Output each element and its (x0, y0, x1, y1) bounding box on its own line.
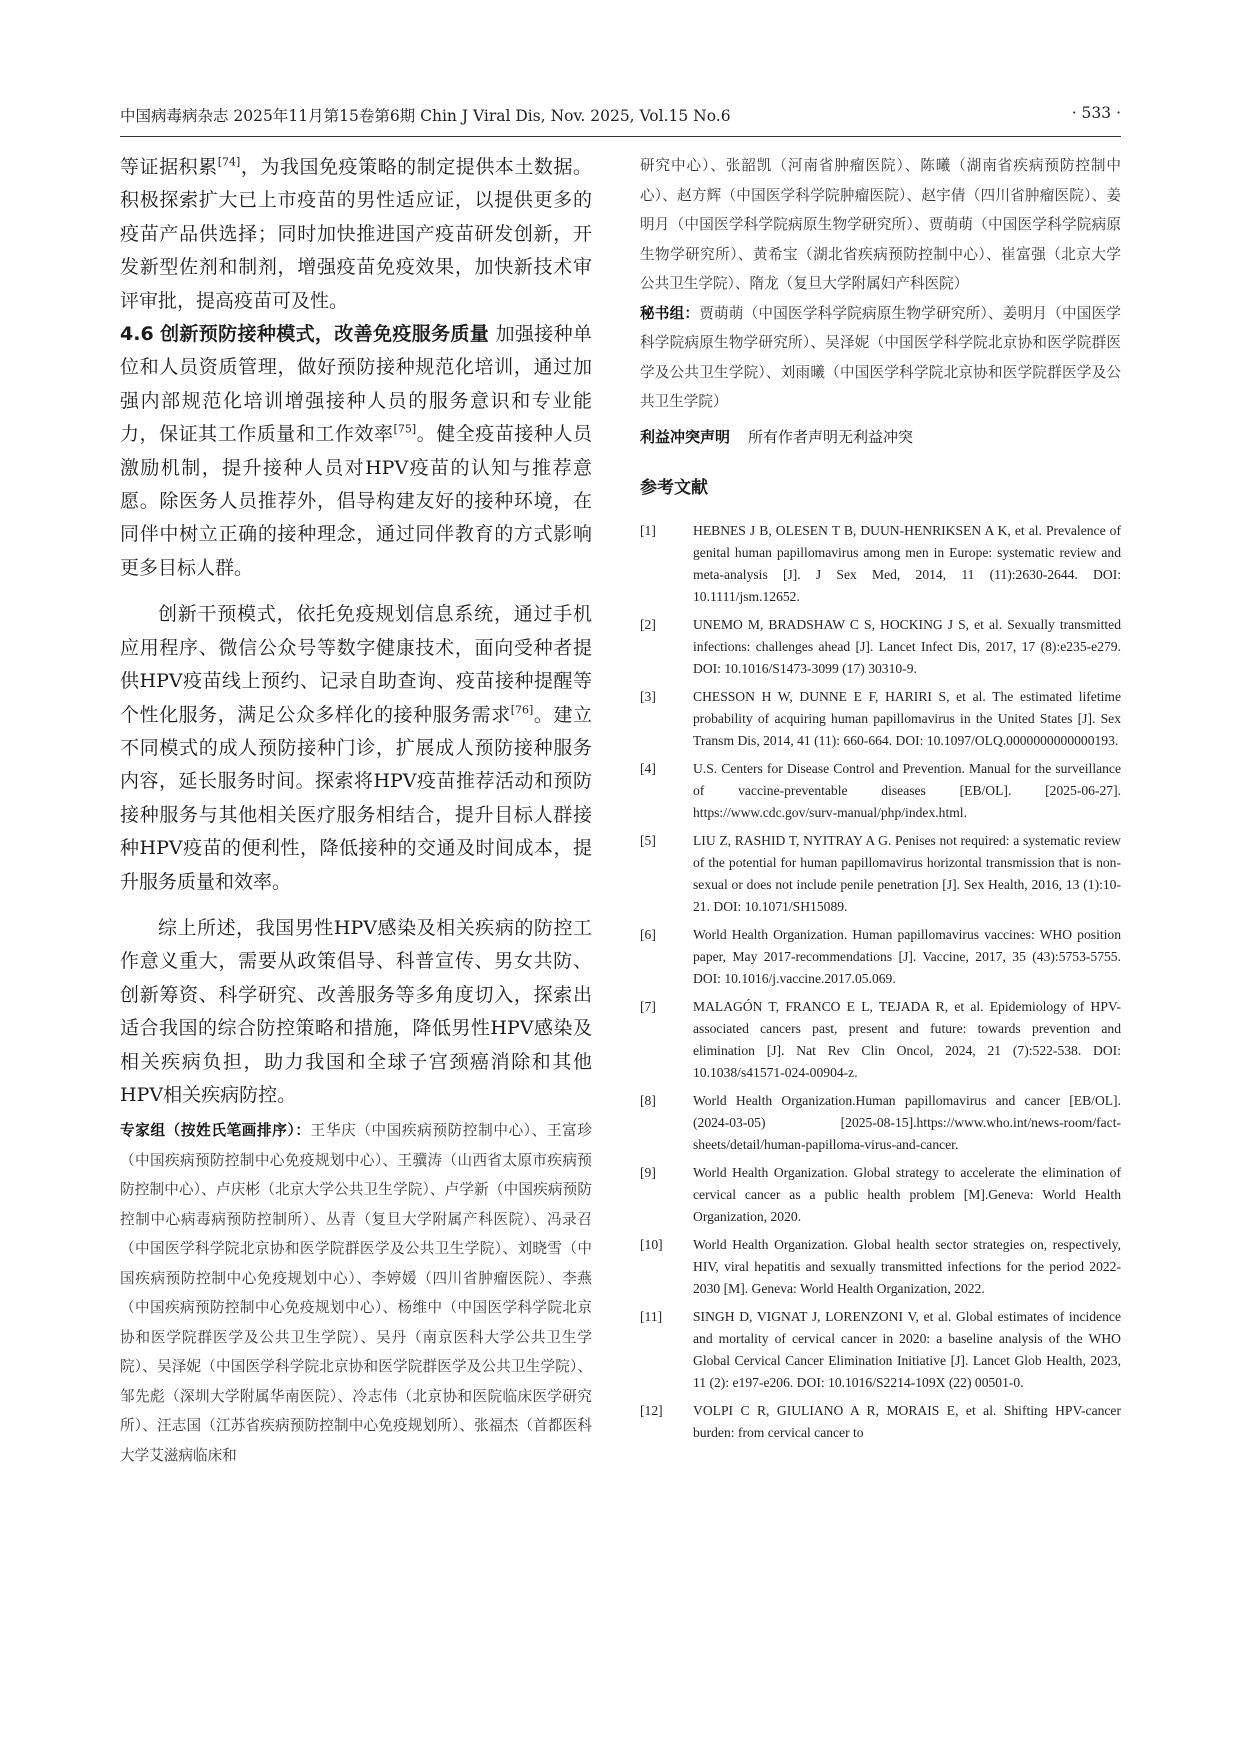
section-number: 4.6 (120, 323, 154, 346)
section-4-6-paragraph (120, 318, 592, 585)
section-title: 创新预防接种模式，改善免疫服务质量 (160, 323, 490, 346)
reference-text: CHESSON H W, DUNNE E F, HARIRI S, et al. The estimated lifetime probability of acquiring human papillomavirus in the United States [J]. Sex Transm Dis, 2014, 41 (11): 660-664. DOI: 10.1097/OLQ.0000000000000193. (693, 688, 1121, 748)
page-number: · 533 · (1071, 104, 1121, 122)
citation-74: [74] (217, 155, 241, 169)
reference-text: VOLPI C R, GIULIANO A R, MORAIS E, et al. Shifting HPV-cancer burden: from cervical cancer to (693, 1402, 1121, 1440)
expert-group (120, 1116, 592, 1470)
reference-text: LIU Z, RASHID T, NYITRAY A G. Penises not required: a systematic review of the potential for human papillomavirus horizontal transmission that is non-sexual or does not include penile penetration [J]. Sex Health, 2016, 13 (1):10-21. DOI: 10.1071/SH15089. (693, 832, 1121, 914)
reference-text: UNEMO M, BRADSHAW C S, HOCKING J S, et al. Sexually transmitted infections: challenges ahead [J]. Lancet Infect Dis, 2017, 17 (8):e235-e279. DOI: 10.1016/S1473-3099 (17) 30310-9. (693, 616, 1121, 676)
secretary-group-list: 贾萌萌（中国医学科学院病原生物学研究所）、姜明月（中国医学科学院病原生物学研究所）、吴泽妮（中国医学科学院北京协和医学院群医学及公共卫生学院）、刘雨曦（中国医学科学院北京协和医学院群医学及公共卫生学院） (640, 304, 1121, 410)
reference-text: World Health Organization. Global strategy to accelerate the elimination of cervical cancer as a public health problem [M].Geneva: World Health Organization, 2020. (693, 1164, 1121, 1224)
conflict-of-interest-label: 利益冲突声明 (640, 427, 731, 446)
reference-item (640, 758, 1121, 824)
reference-item (640, 1400, 1121, 1444)
reference-text: HEBNES J B, OLESEN T B, DUUN-HENRIKSEN A K, et al. Prevalence of genital human papillomavirus among men in Europe: systematic review and meta-analysis [J]. J Sex Med, 2014, 11 (11):2630-2644. DOI: 10.1111/jsm.12652. (693, 522, 1121, 604)
reference-text: SINGH D, VIGNAT J, LORENZONI V, et al. Global estimates of incidence and mortality of cervical cancer in 2020: a baseline analysis of the WHO Global Cervical Cancer Elimination Initiative [J]. Lancet Glob Health, 2023, 11 (2): e197-e206. DOI: 10.1016/S2214-109X (22) 00501-0. (693, 1308, 1121, 1390)
references-heading: 参考文献 (640, 477, 708, 498)
paragraph-evidence (120, 151, 592, 318)
reference-number: [1] (640, 522, 656, 538)
citation-75: [75] (393, 422, 417, 436)
text-run: 创新干预模式，依托免疫规划信息系统，通过手机应用程序、微信公众号等数字健康技术，面向受种者提供HPV疫苗线上预约、记录自助查询、疫苗接种提醒等个性化服务，满足公众多样化的接种服务需求 (120, 603, 592, 726)
paragraph-intervention (120, 598, 592, 899)
right-column (640, 151, 1121, 1450)
reference-number: [12] (640, 1402, 663, 1418)
text-run: ，为我国免疫策略的制定提供本土数据。积极探索扩大已上市疫苗的男性适应证，以提供更多的疫苗产品供选择；同时加快推进国产疫苗研发创新，开发新型佐剂和制剂，增强疫苗免疫效果，加快新技术审评审批，提高疫苗可及性。 (120, 156, 592, 312)
reference-item (640, 830, 1121, 918)
reference-item (640, 1306, 1121, 1394)
text-run: 等证据积累 (120, 156, 218, 178)
reference-number: [11] (640, 1308, 663, 1324)
left-column (120, 151, 592, 1470)
reference-number: [8] (640, 1092, 656, 1108)
reference-text: MALAGÓN T, FRANCO E L, TEJADA R, et al. Epidemiology of HPV-associated cancers past, present and future: towards prevention and elimination [J]. Nat Rev Clin Oncol, 2024, 21 (7):522-538. DOI: 10.1038/s41571-024-00904-z. (693, 998, 1121, 1080)
reference-text: World Health Organization.Human papillomavirus and cancer [EB/OL]. (2024-03-05) [2025-08-15].https://www.who.int/news-room/fact-sheets/detail/human-papilloma-virus-and-cancer. (693, 1092, 1121, 1152)
paragraph-conclusion: 综上所述，我国男性HPV感染及相关疾病的防控工作意义重大，需要从政策倡导、科普宣传、男女共防、创新筹资、科学研究、改善服务等多角度切入，探索出适合我国的综合防控策略和措施，降低男性HPV感染及相关疾病负担，助力我国和全球子宫颈癌消除和其他HPV相关疾病防控。 (120, 916, 592, 1106)
reference-text: World Health Organization. Global health sector strategies on, respectively, HIV, viral hepatitis and sexually transmitted infections for the period 2022-2030 [M]. Geneva: World Health Organization, 2022. (693, 1236, 1121, 1296)
reference-number: [9] (640, 1164, 656, 1180)
reference-item (640, 996, 1121, 1084)
expert-group-list: 王华庆（中国疾病预防控制中心）、王富珍（中国疾病预防控制中心免疫规划中心）、王骥涛（山西省太原市疾病预防控制中心）、卢庆彬（北京大学公共卫生学院）、卢学新（中国疾病预防控制中心病毒病预防控制所）、丛青（复旦大学附属产科医院）、冯录召（中国医学科学院北京协和医学院群医学及公共卫生学院）、刘晓雪（中国疾病预防控制中心免疫规划中心）、李婷媛（四川省肿瘤医院）、李燕（中国疾病预防控制中心免疫规划中心）、杨维中（中国医学科学院北京协和医学院群医学及公共卫生学院）、吴丹（南京医科大学公共卫生学院）、吴泽妮（中国医学科学院北京协和医学院群医学及公共卫生学院）、邹先彪（深圳大学附属华南医院）、冷志伟（北京协和医院临床医学研究所）、汪志国（江苏省疾病预防控制中心免疫规划所）、张福杰（首都医科大学艾滋病临床和 (120, 1122, 593, 1464)
text-run: 。健全疫苗接种人员激励机制，提升接种人员对HPV疫苗的认知与推荐意愿。除医务人员推荐外，倡导构建友好的接种环境，在同伴中树立正确的接种理念，通过同伴教育的方式影响更多目标人群。 (120, 423, 592, 579)
secretary-group-label: 秘书组： (640, 304, 700, 322)
reference-text: World Health Organization. Human papillomavirus vaccines: WHO position paper, May 2017-recommendations [J]. Vaccine, 2017, 35 (43):5753-5755. DOI: 10.1016/j.vaccine.2017.05.069. (693, 926, 1121, 986)
reference-item (640, 1234, 1121, 1300)
secretary-group (640, 299, 1121, 417)
journal-citation: 中国病毒病杂志 2025年11月第15卷第6期 Chin J Viral Dis, Nov. 2025, Vol.15 No.6 (120, 107, 731, 125)
reference-item (640, 1162, 1121, 1228)
expert-group-continued: 研究中心）、张韶凯（河南省肿瘤医院）、陈曦（湖南省疾病预防控制中心）、赵方辉（中国医学科学院肿瘤医院）、赵宇倩（四川省肿瘤医院）、姜明月（中国医学科学院病原生物学研究所）、贾萌萌（中国医学科学院病原生物学研究所）、黄希宝（湖北省疾病预防控制中心）、崔富强（北京大学公共卫生学院）、隋龙（复旦大学附属妇产科医院） (640, 157, 1121, 292)
reference-number: [7] (640, 998, 656, 1014)
reference-number: [10] (640, 1236, 663, 1252)
reference-number: [4] (640, 760, 656, 776)
reference-item (640, 614, 1121, 680)
conflict-of-interest-text: 所有作者声明无利益冲突 (748, 427, 914, 446)
reference-number: [5] (640, 832, 656, 848)
reference-text: U.S. Centers for Disease Control and Prevention. Manual for the surveillance of vaccine-preventable diseases [EB/OL]. [2025-06-27]. https://www.cdc.gov/surv-manual/php/index.html. (693, 760, 1121, 820)
reference-item (640, 520, 1121, 608)
reference-number: [2] (640, 616, 656, 632)
reference-item (640, 686, 1121, 752)
running-header (120, 104, 1121, 130)
text-run: 。建立不同模式的成人预防接种门诊，扩展成人预防接种服务内容，延长服务时间。探索将HPV疫苗推荐活动和预防接种服务与其他相关医疗服务相结合，提升目标人群接种HPV疫苗的便利性，降低接种的交通及时间成本，提升服务质量和效率。 (120, 703, 592, 893)
header-rule (120, 136, 1121, 137)
citation-76: [76] (510, 703, 534, 717)
reference-item (640, 924, 1121, 990)
expert-group-label: 专家组（按姓氏笔画排序）： (120, 1122, 311, 1140)
reference-item (640, 1090, 1121, 1156)
reference-list (640, 520, 1121, 1444)
reference-number: [3] (640, 688, 656, 704)
conflict-of-interest (640, 423, 1121, 451)
text-run: 加强接种单位和人员资质管理，做好预防接种规范化培训，通过加强内部规范化培训增强接种人员的服务意识和专业能力，保证其工作质量和工作效率 (120, 323, 592, 446)
reference-number: [6] (640, 926, 656, 942)
